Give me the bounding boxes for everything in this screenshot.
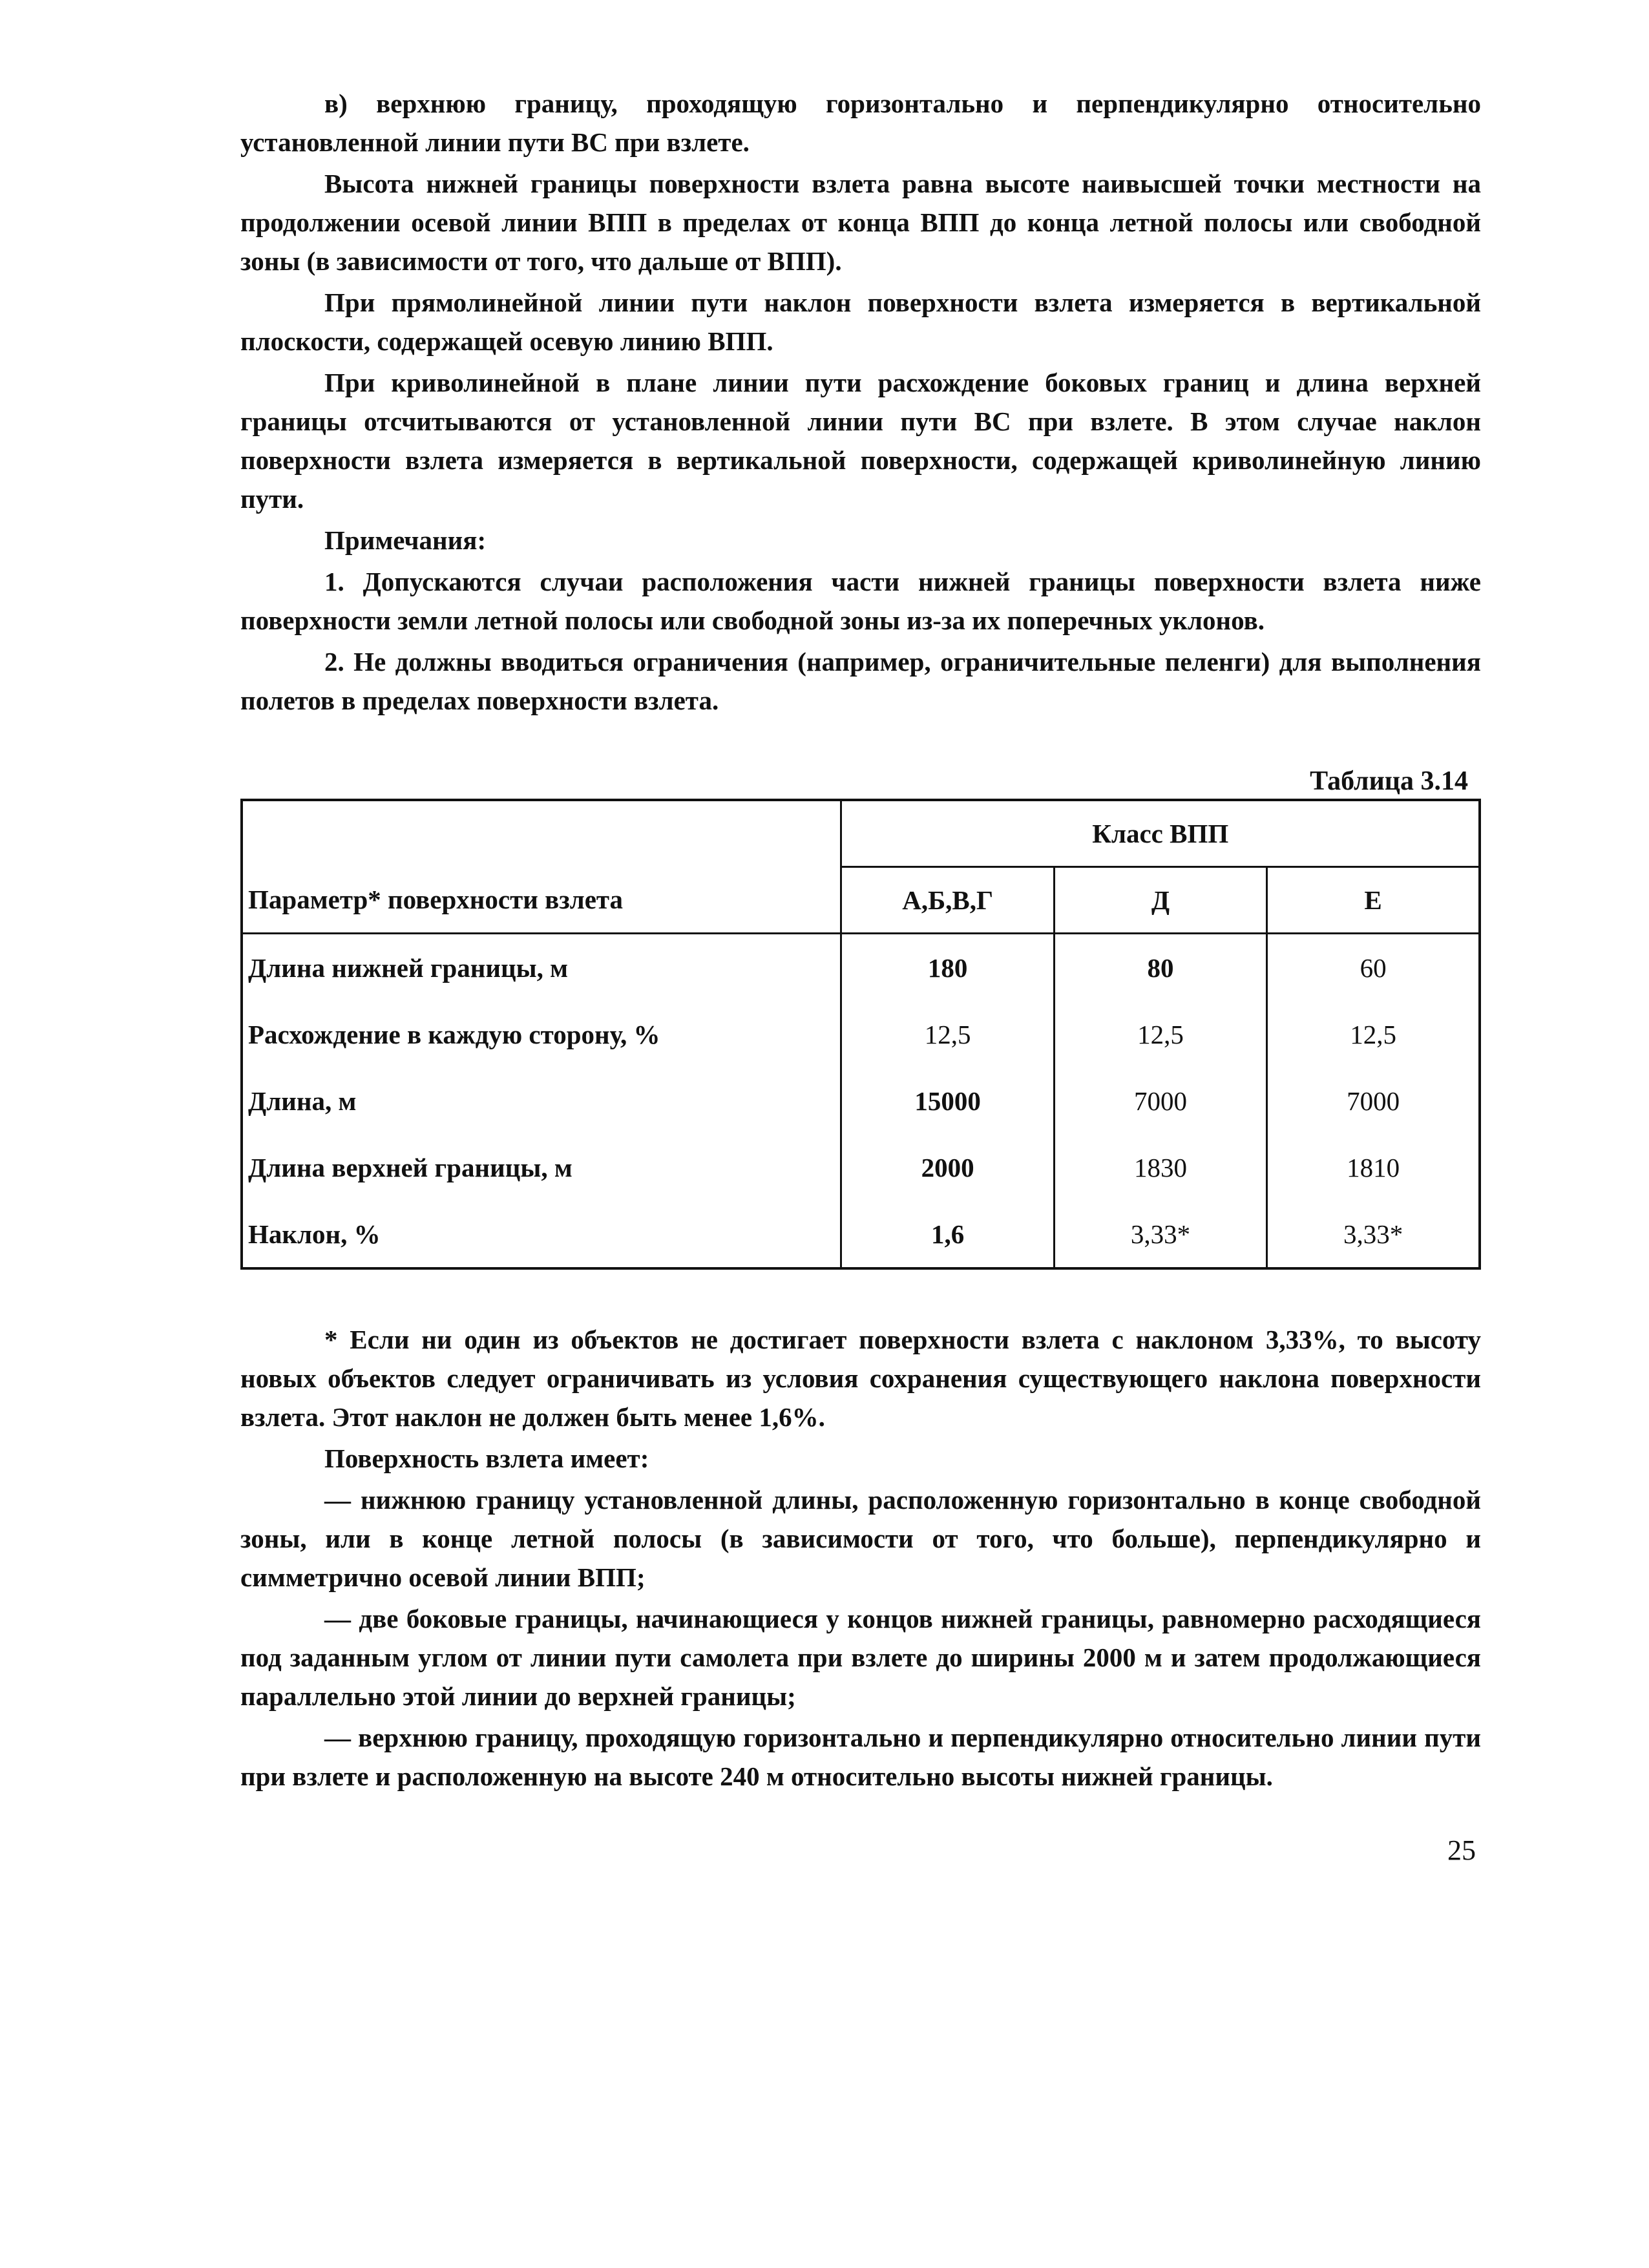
cell-value: 1,6 bbox=[841, 1201, 1054, 1268]
takeoff-surface-table bbox=[240, 799, 1481, 1270]
note-item-2: 2. Не должны вводиться ограничения (например, ограничительные пеленги) для выполнения полетов в пределах поверхности взлета. bbox=[240, 647, 1481, 715]
surface-intro: Поверхность взлета имеет: bbox=[324, 1444, 649, 1473]
row-label: Длина, м bbox=[248, 1086, 357, 1116]
cell-value: 12,5 bbox=[1054, 1001, 1266, 1067]
row-label: Расхождение в каждую сторону, % bbox=[248, 1019, 660, 1049]
table-footnote: * Если ни один из объектов не достигает поверхности взлета с наклоном 3,33%, то высоту новых объектов следует ограничивать из условия сохранения существующего наклона поверхности взлета. Этот наклон не должен быть менее 1,6%. bbox=[240, 1325, 1481, 1432]
table-caption: Таблица 3.14 bbox=[1310, 766, 1468, 796]
table-row bbox=[242, 934, 1480, 1002]
cell-value: 12,5 bbox=[841, 1001, 1054, 1067]
cell-value: 12,5 bbox=[1267, 1001, 1480, 1067]
table-header-row-columns bbox=[242, 867, 1480, 934]
cell-value: 60 bbox=[1267, 934, 1480, 1002]
cell-value: 1810 bbox=[1267, 1134, 1480, 1201]
text-after-table bbox=[240, 1320, 1481, 1796]
cell-value: 1830 bbox=[1054, 1134, 1266, 1201]
parameter-header: Параметр* поверхности взлета bbox=[248, 885, 624, 915]
column-header-abvg: А,Б,В,Г bbox=[841, 867, 1054, 934]
cell-value: 180 bbox=[841, 934, 1054, 1002]
table-row bbox=[242, 1067, 1480, 1134]
cell-value: 7000 bbox=[1054, 1067, 1266, 1134]
cell-value: 15000 bbox=[841, 1067, 1054, 1134]
cell-value: 3,33* bbox=[1267, 1201, 1480, 1268]
table-header-empty-cell bbox=[242, 800, 841, 867]
cell-value: 3,33* bbox=[1054, 1201, 1266, 1268]
row-label: Длина нижней границы, м bbox=[248, 952, 569, 983]
surface-side-boundaries: — две боковые границы, начинающиеся у концов нижней границы, равномерно расходящиеся под заданным углом от линии пути самолета при взлете до ширины 2000 м и затем продолжающиеся параллельно этой линии до верхней границы; bbox=[240, 1604, 1481, 1711]
table-row bbox=[242, 1201, 1480, 1268]
paragraph-curved-path: При криволинейной в плане линии пути расхождение боковых границ и длина верхней границы отсчитываются от установленной линии пути ВС при взлете. В этом случае наклон поверхности взлета измеряется в вертикальной поверхности, содержащей криволинейную линию пути. bbox=[240, 368, 1481, 514]
cell-value: 7000 bbox=[1267, 1067, 1480, 1134]
paragraph-straight-path: При прямолинейной линии пути наклон поверхности взлета измеряется в вертикальной плоскости, содержащей осевую линию ВПП. bbox=[240, 288, 1481, 356]
cell-value: 80 bbox=[1054, 934, 1266, 1002]
document-page bbox=[240, 84, 1481, 1798]
table-row bbox=[242, 1134, 1480, 1201]
row-label: Наклон, % bbox=[248, 1219, 381, 1249]
table-header-row-class bbox=[242, 800, 1480, 867]
row-label: Длина верхней границы, м bbox=[248, 1152, 572, 1182]
note-item-1: 1. Допускаются случаи расположения части нижней границы поверхности взлета ниже поверхности земли летной полосы или свободной зоны из-за их поперечных уклонов. bbox=[240, 567, 1481, 635]
column-header-d: Д bbox=[1054, 867, 1266, 934]
paragraph-upper-boundary: в) верхнюю границу, проходящую горизонтально и перпендикулярно относительно установленной линии пути ВС при взлете. bbox=[240, 89, 1481, 157]
notes-heading: Примечания: bbox=[324, 525, 487, 555]
cell-value: 2000 bbox=[841, 1134, 1054, 1201]
column-header-e: Е bbox=[1267, 867, 1480, 934]
table-row bbox=[242, 1001, 1480, 1067]
paragraph-lower-boundary-height: Высота нижней границы поверхности взлета равна высоте наивысшей точки местности на продолжении осевой линии ВПП в пределах от конца ВПП до конца летной полосы или свободной зоны (в зависимости от того, что дальше от ВПП). bbox=[240, 169, 1481, 276]
runway-class-header: Класс ВПП bbox=[841, 800, 1480, 867]
page-number: 25 bbox=[1447, 1834, 1476, 1866]
surface-upper-boundary: — верхнюю границу, проходящую горизонтально и перпендикулярно относительно линии пути при взлете и расположенную на высоте 240 м относительно высоты нижней границы. bbox=[240, 1723, 1481, 1791]
surface-lower-boundary: — нижнюю границу установленной длины, расположенную горизонтально в конце свободной зоны, или в конце летной полосы (в зависимости от того, что больше), перпендикулярно и симметрично осевой линии ВПП; bbox=[240, 1485, 1481, 1592]
